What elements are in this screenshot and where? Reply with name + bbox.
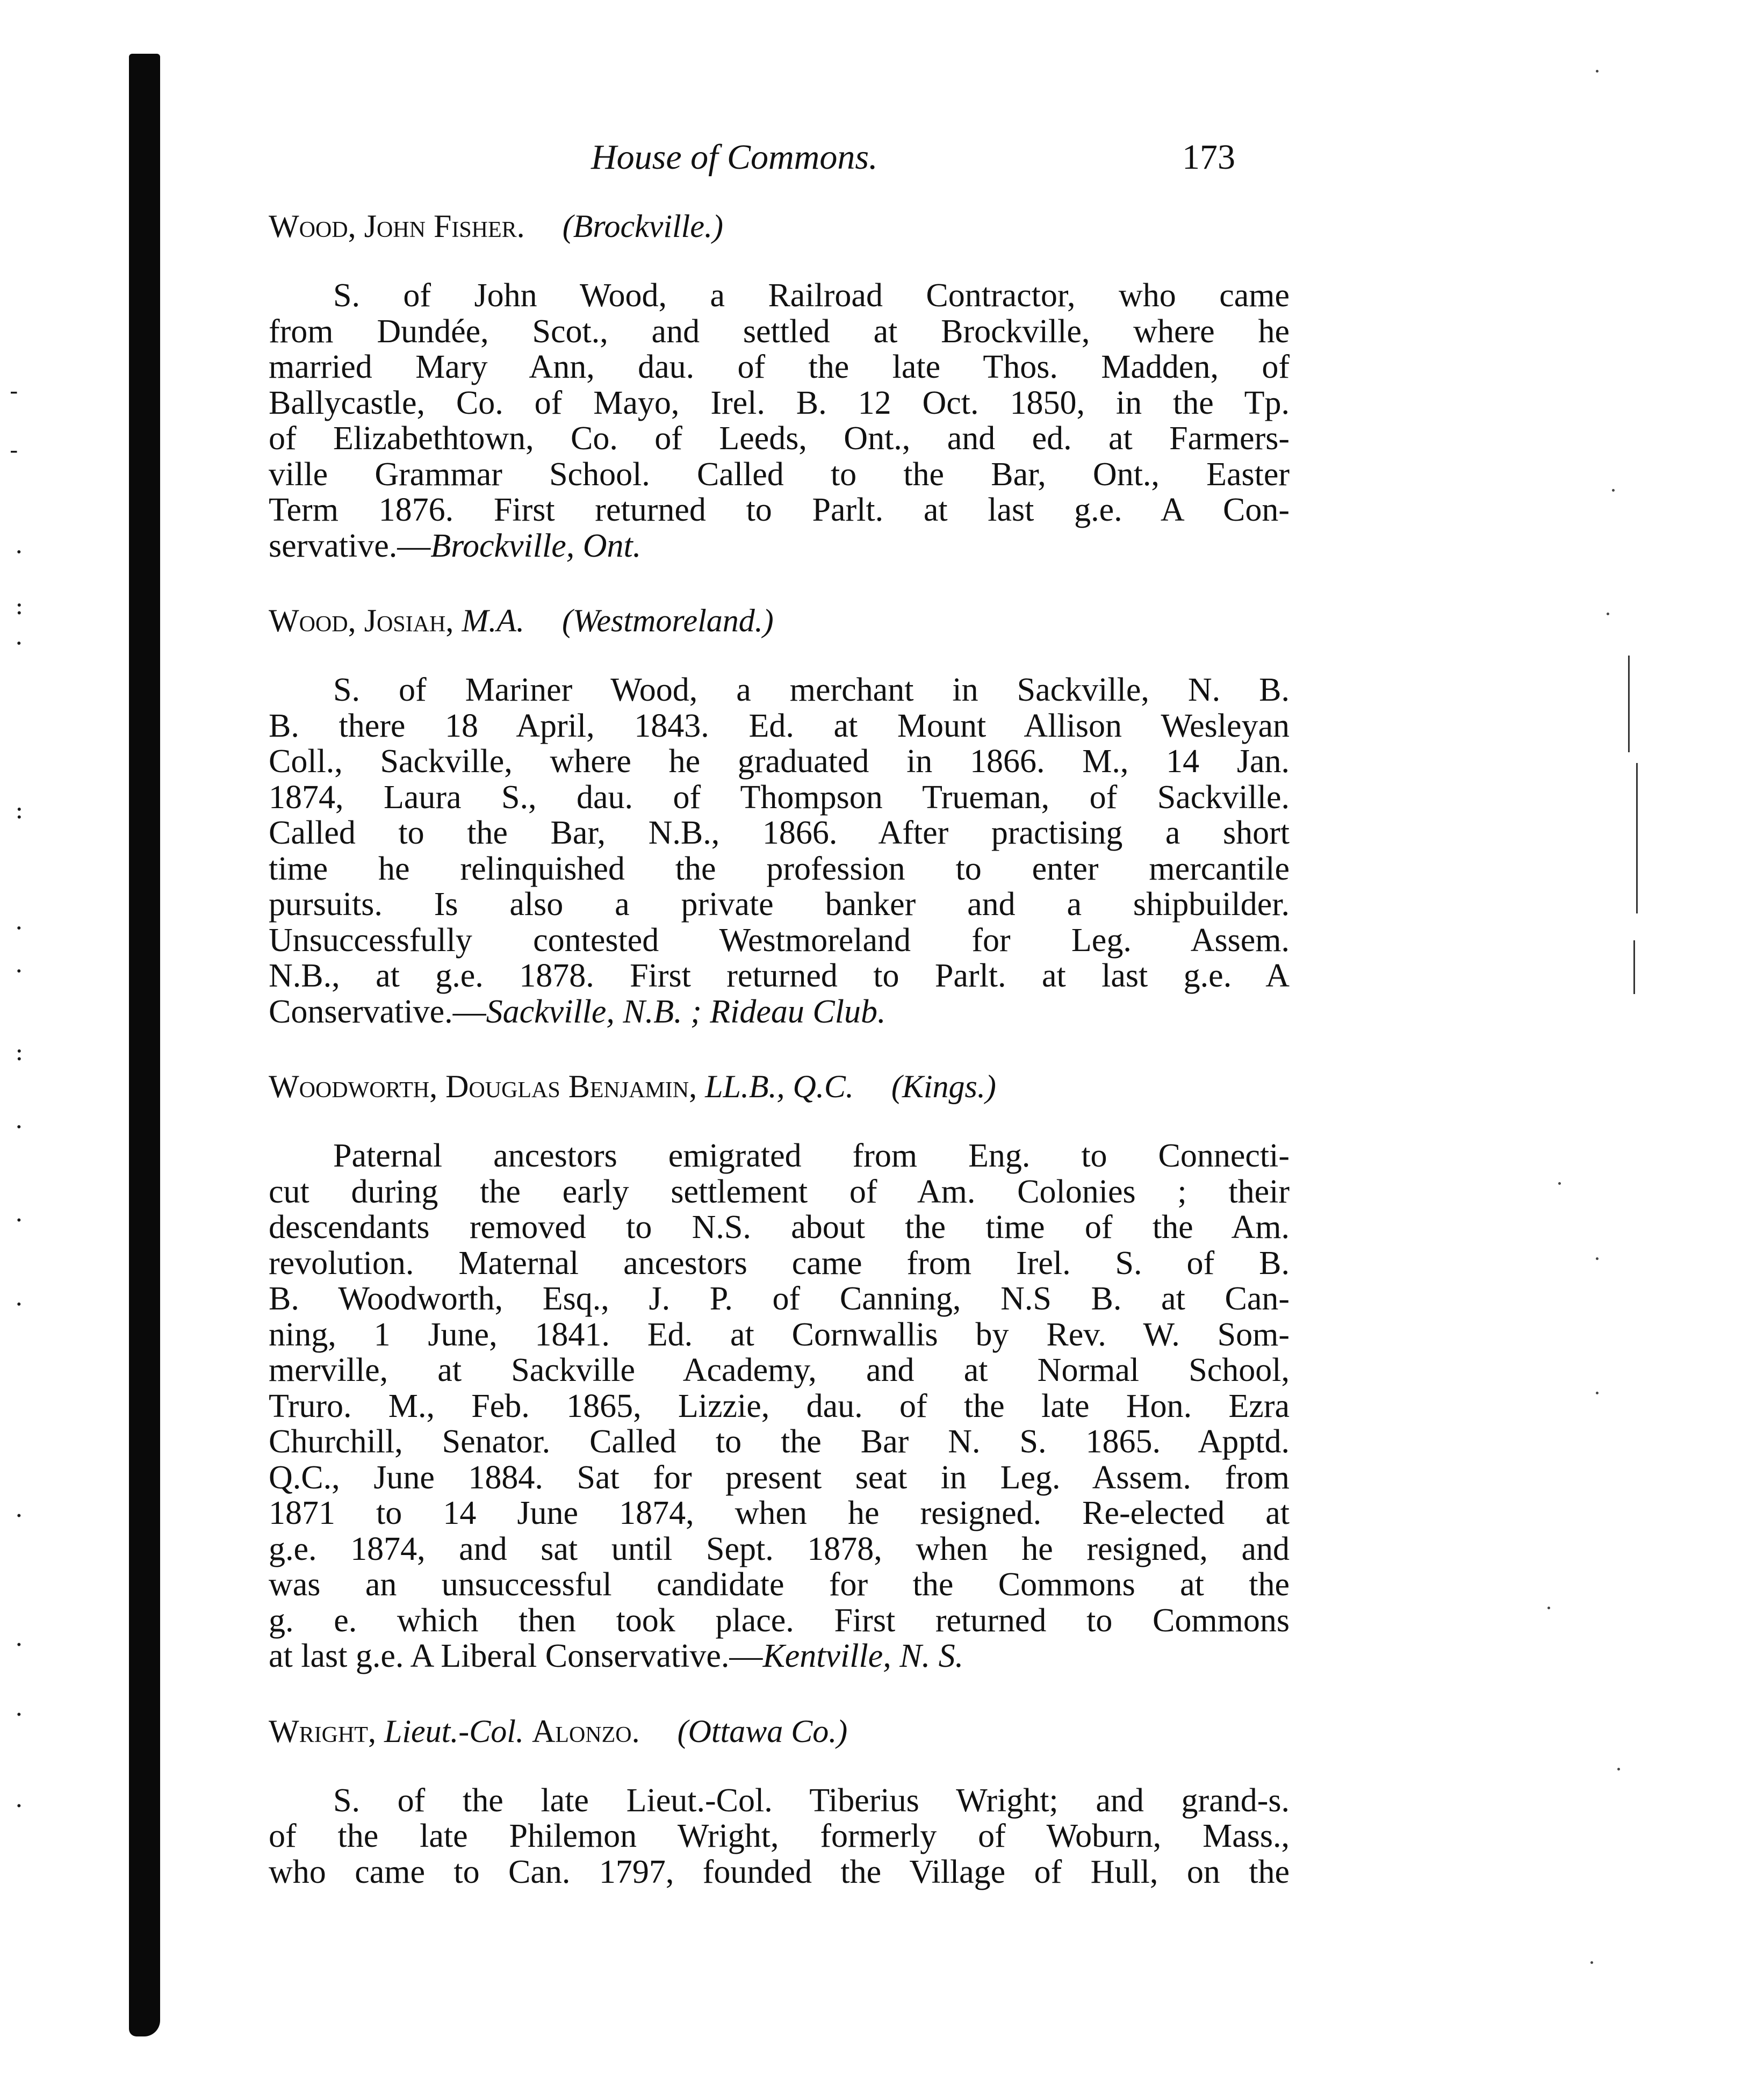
- entry-line: cut during the early settlement of Am. Colonies ; their: [269, 1173, 1290, 1210]
- entry-line: g.e. 1874, and sat until Sept. 1878, when he resigned, and: [269, 1530, 1290, 1567]
- right-margin-speckle: [1515, 48, 1709, 2036]
- entry-surname: Wood,: [269, 603, 356, 638]
- entry-given-names: Alonzo.: [531, 1713, 640, 1749]
- entry-line: S. of Mariner Wood, a merchant in Sackville, N. B.: [333, 672, 1290, 708]
- biography-entry: [269, 601, 1290, 1030]
- entry-line: Unsuccessfully contested Westmoreland for Leg. Assem.: [269, 922, 1290, 959]
- entry-line: B. there 18 April, 1843. Ed. at Mount Allison Wesleyan: [269, 707, 1290, 744]
- entry-line: from Dundée, Scot., and settled at Brockville, where he: [269, 313, 1290, 350]
- entry-line: N.B., at g.e. 1878. First returned to Parlt. at last g.e. A: [269, 958, 1290, 994]
- entry-last-line: [269, 528, 1290, 564]
- entry-surname: Wright,: [269, 1713, 376, 1749]
- entry-heading: [269, 207, 1290, 246]
- entry-last-line-text: Conservative.—: [269, 993, 486, 1030]
- entry-line: 1874, Laura S., dau. of Thompson Trueman, of Sackville.: [269, 779, 1290, 816]
- entry-heading: [269, 601, 1290, 640]
- entry-line: of Elizabethtown, Co. of Leeds, Ont., and ed. at Farmers-: [269, 420, 1290, 457]
- entry-line: Paternal ancestors emigrated from Eng. to Connecti-: [333, 1138, 1290, 1174]
- entry-constituency: (Westmoreland.): [561, 603, 774, 638]
- entry-line: married Mary Ann, dau. of the late Thos. Madden, of: [269, 349, 1290, 385]
- entry-line: Ballycastle, Co. of Mayo, Irel. B. 12 Oct. 1850, in the Tp.: [269, 384, 1290, 421]
- binding-shadow: [129, 54, 160, 2036]
- entry-line: Called to the Bar, N.B., 1866. After practising a short: [269, 815, 1290, 851]
- entry-last-line: [269, 1638, 1290, 1674]
- entry-address: Kentville, N. S.: [762, 1638, 964, 1674]
- entry-constituency: (Kings.): [891, 1069, 996, 1104]
- entry-line: g. e. which then took place. First returned to Commons: [269, 1602, 1290, 1639]
- entry-surname: Woodworth,: [269, 1069, 438, 1104]
- entry-line: ville Grammar School. Called to the Bar, Ont., Easter: [269, 456, 1290, 493]
- entry-line: Q.C., June 1884. Sat for present seat in Leg. Assem. from: [269, 1459, 1290, 1496]
- entry-line: who came to Can. 1797, founded the Village of Hull, on the: [269, 1853, 1290, 1890]
- page-number: 173: [1182, 138, 1235, 177]
- entry-line: revolution. Maternal ancestors came from Irel. S. of B.: [269, 1244, 1290, 1282]
- entry-surname: Wood,: [269, 208, 356, 244]
- entry-line: time he relinquished the profession to enter mercantile: [269, 850, 1290, 887]
- entry-degree: LL.B., Q.C.: [705, 1069, 854, 1104]
- entry-line: Churchill, Senator. Called to the Bar N. S. 1865. Apptd.: [269, 1423, 1290, 1460]
- entry-heading: [269, 1067, 1290, 1106]
- entry-line: merville, at Sackville Academy, and at Normal School,: [269, 1352, 1290, 1388]
- entry-heading: [269, 1712, 1290, 1751]
- entry-line: Term 1876. First returned to Parlt. at last g.e. A Con-: [269, 492, 1290, 528]
- entry-address: Sackville, N.B. ; Rideau Club.: [486, 993, 886, 1030]
- entry-rank: Lieut.-Col.: [384, 1713, 524, 1749]
- biography-entry: [269, 1067, 1290, 1674]
- entry-last-line-text: servative.—: [269, 527, 431, 564]
- entry-degree: M.A.: [462, 603, 524, 638]
- entry-body: [269, 672, 1290, 1030]
- entry-line: ning, 1 June, 1841. Ed. at Cornwallis by Rev. W. Som-: [269, 1316, 1290, 1353]
- entry-line: S. of John Wood, a Railroad Contractor, who came: [333, 277, 1290, 314]
- running-head-title: House of Commons.: [591, 138, 878, 177]
- entry-constituency: (Brockville.): [562, 208, 723, 244]
- entry-line: S. of the late Lieut.-Col. Tiberius Wright; and grand-s.: [333, 1782, 1290, 1819]
- entry-last-line: [269, 994, 1290, 1030]
- gutter-bleed-through: - - · : · : · · : · . · . . . .: [10, 376, 24, 1813]
- entry-body: [269, 1783, 1290, 1890]
- entry-body: [269, 278, 1290, 564]
- biography-entry: [269, 207, 1290, 564]
- entry-body: [269, 1138, 1290, 1674]
- entry-line: was an unsuccessful candidate for the Commons at the: [269, 1566, 1290, 1603]
- entry-line: of the late Philemon Wright, formerly of Woburn, Mass.,: [269, 1818, 1290, 1854]
- biography-entry: [269, 1712, 1290, 1890]
- entry-line: B. Woodworth, Esq., J. P. of Canning, N.S B. at Can-: [269, 1280, 1290, 1317]
- entry-address: Brockville, Ont.: [430, 527, 642, 564]
- entry-given-names: Josiah,: [364, 603, 454, 638]
- entry-given-names: Douglas Benjamin,: [445, 1069, 697, 1104]
- entry-line: pursuits. Is also a private banker and a shipbuilder.: [269, 886, 1290, 923]
- entry-last-line-text: at last g.e. A Liberal Conservative.—: [269, 1638, 763, 1674]
- entry-given-names: John Fisher.: [364, 208, 525, 244]
- page-text: [269, 137, 1290, 1927]
- entry-line: 1871 to 14 June 1874, when he resigned. Re-elected at: [269, 1495, 1290, 1531]
- entry-constituency: (Ottawa Co.): [677, 1713, 848, 1749]
- entry-line: descendants removed to N.S. about the time of the Am.: [269, 1209, 1290, 1246]
- running-head: [269, 137, 1290, 185]
- entry-line: Truro. M., Feb. 1865, Lizzie, dau. of the late Hon. Ezra: [269, 1387, 1290, 1424]
- entry-line: Coll., Sackville, where he graduated in 1866. M., 14 Jan.: [269, 743, 1290, 780]
